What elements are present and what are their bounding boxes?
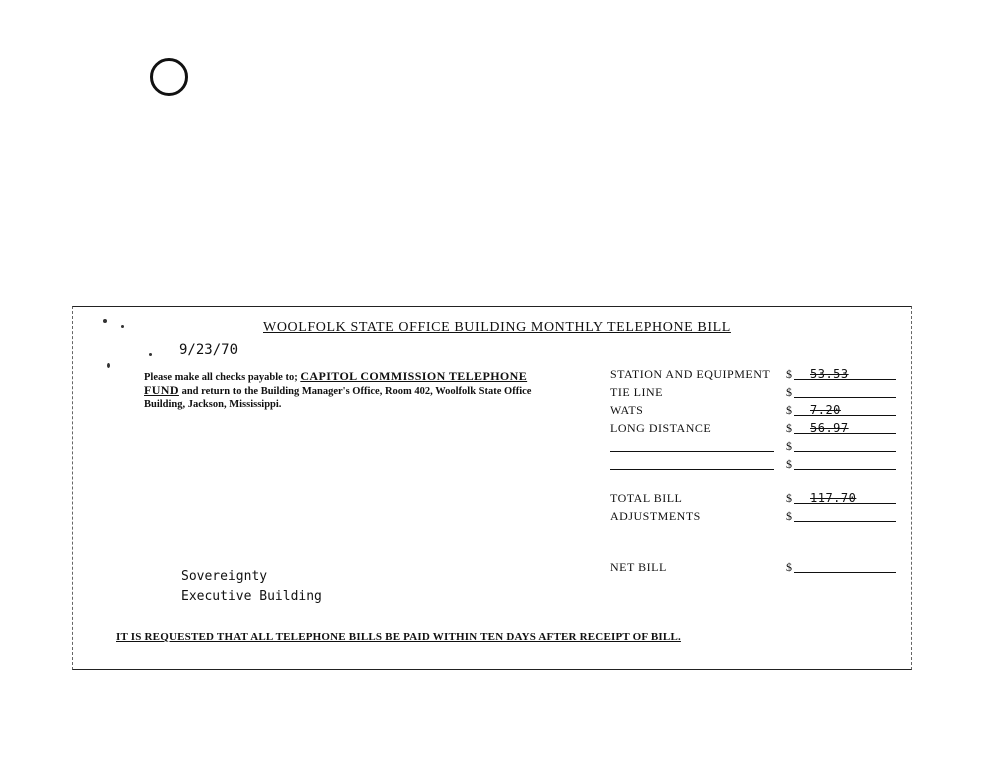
- charge-row: [610, 385, 900, 401]
- payable-rest: and return to the Building Manager's Office, Room 402, Woolfolk State Office Building, Jackson, Mississippi.: [144, 386, 532, 410]
- net-label: NET BILL: [610, 560, 667, 574]
- charge-row: [610, 421, 900, 437]
- payable-instructions: [144, 370, 544, 411]
- dollar-sign: $: [786, 491, 793, 505]
- addressee: [181, 567, 322, 607]
- total-amount: 117.70: [810, 491, 857, 505]
- dollar-sign: $: [786, 385, 793, 399]
- amount-line: [794, 572, 896, 573]
- blank-label-line: [610, 451, 774, 452]
- adjustments-label: ADJUSTMENTS: [610, 509, 701, 523]
- dollar-sign: $: [786, 457, 793, 471]
- dollar-sign: $: [786, 403, 793, 417]
- charge-amount: 53.53: [810, 367, 849, 381]
- ink-speck: [107, 363, 110, 368]
- amount-line: [794, 521, 896, 522]
- total-row: [610, 491, 900, 507]
- total-label: TOTAL BILL: [610, 491, 683, 505]
- payment-notice: IT IS REQUESTED THAT ALL TELEPHONE BILLS BE PAID WITHIN TEN DAYS AFTER RECEIPT OF BILL.: [116, 631, 681, 643]
- charge-amount: 56.97: [810, 421, 849, 435]
- ink-speck: [121, 325, 124, 328]
- adjustments-row: [610, 509, 900, 525]
- charge-label: LONG DISTANCE: [610, 421, 712, 435]
- charge-row: [610, 403, 900, 419]
- ink-speck: [103, 319, 107, 323]
- punch-hole: [150, 58, 188, 96]
- bill-title: WOOLFOLK STATE OFFICE BUILDING MONTHLY TELEPHONE BILL: [263, 320, 731, 335]
- payable-fund-cont: FUND: [144, 383, 179, 397]
- payable-fund: CAPITOL COMMISSION TELEPHONE: [300, 369, 528, 383]
- ink-speck: [149, 353, 152, 356]
- dollar-sign: $: [786, 421, 793, 435]
- dollar-sign: $: [786, 439, 793, 453]
- dollar-sign: $: [786, 367, 793, 381]
- bill-date: 9/23/70: [179, 342, 239, 358]
- net-row: [610, 560, 900, 576]
- amount-line: [794, 397, 896, 398]
- addressee-line-2: Executive Building: [181, 589, 322, 604]
- charge-row: [610, 367, 900, 383]
- charge-amount: 7.20: [810, 403, 841, 417]
- charge-label: WATS: [610, 403, 644, 417]
- charge-row-blank: [610, 457, 900, 473]
- blank-label-line: [610, 469, 774, 470]
- dollar-sign: $: [786, 560, 793, 574]
- charge-label: TIE LINE: [610, 385, 663, 399]
- telephone-bill-form: [72, 306, 912, 670]
- charge-label: STATION AND EQUIPMENT: [610, 367, 771, 381]
- addressee-line-1: Sovereignty: [181, 569, 268, 584]
- payable-prefix: Please make all checks payable to;: [144, 372, 298, 383]
- amount-line: [794, 469, 896, 470]
- charge-row-blank: [610, 439, 900, 455]
- dollar-sign: $: [786, 509, 793, 523]
- amount-line: [794, 451, 896, 452]
